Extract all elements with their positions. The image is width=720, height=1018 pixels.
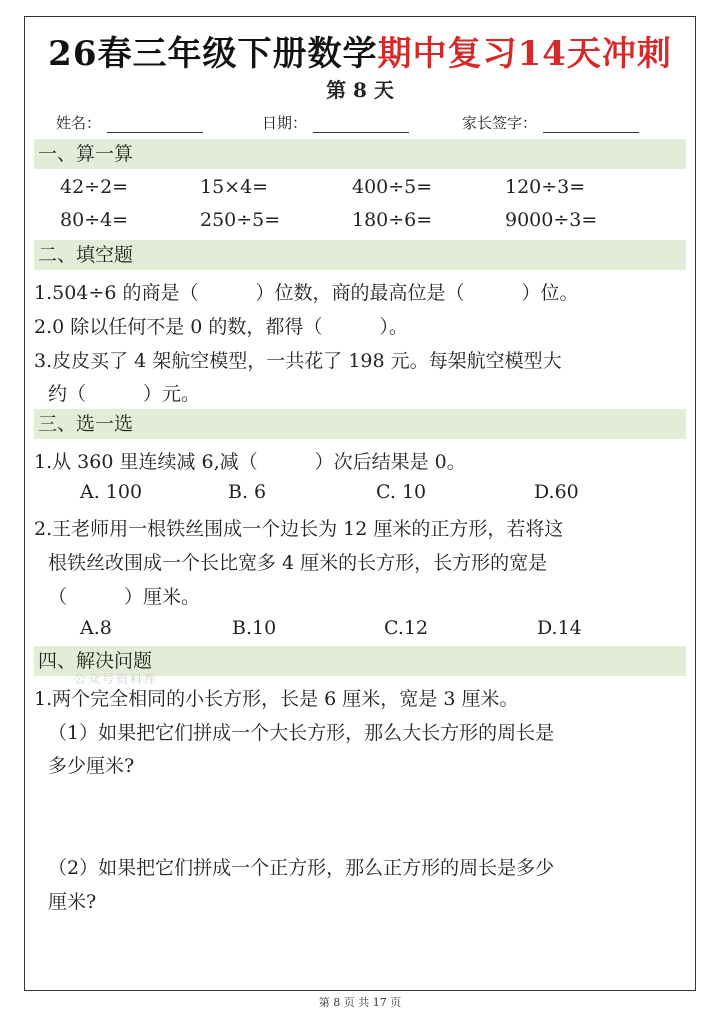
sign-blank[interactable] — [543, 118, 639, 133]
title-grade: 26春三年级下册数学 — [48, 34, 378, 74]
choice-option[interactable]: D.14 — [537, 617, 582, 639]
calc-item: 15×4= — [200, 176, 269, 198]
choice-question-2-cont: （ ）厘米。 — [48, 586, 201, 608]
name-label: 姓名： — [56, 114, 102, 132]
fill-question-3: 3.皮皮买了 4 架航空模型，一共花了 198 元。每架航空模型大 — [34, 350, 562, 372]
date-field[interactable] — [262, 112, 409, 133]
sign-label: 家长签字： — [462, 114, 538, 132]
name-field[interactable] — [56, 112, 203, 133]
name-blank[interactable] — [107, 118, 203, 133]
watermark: 公众号资料库 — [74, 672, 159, 686]
solve-part-1: （1）如果把它们拼成一个大长方形，那么大长方形的周长是 — [48, 722, 555, 744]
solve-part-2: （2）如果把它们拼成一个正方形，那么正方形的周长是多少 — [48, 857, 555, 879]
calc-item: 400÷5= — [352, 176, 433, 198]
choice-option[interactable]: C.12 — [384, 617, 429, 639]
page-footer: 第 8 页 共 17 页 — [318, 996, 402, 1009]
calc-item: 180÷6= — [352, 209, 433, 231]
calc-item: 120÷3= — [505, 176, 586, 198]
choice-option[interactable]: B. 6 — [228, 481, 267, 503]
choice-option[interactable]: B.10 — [232, 617, 277, 639]
sign-field[interactable] — [462, 112, 639, 133]
calc-item: 42÷2= — [60, 176, 129, 198]
date-blank[interactable] — [313, 118, 409, 133]
choice-option[interactable]: A.8 — [80, 617, 112, 639]
date-label: 日期： — [262, 114, 308, 132]
day-label: 第 8 天 — [326, 78, 394, 102]
fill-question-2: 2.0 除以任何不是 0 的数，都得（ ）。 — [34, 316, 408, 338]
solve-part-2-cont: 厘米? — [48, 891, 97, 913]
section-heading-choice: 三、选一选 — [34, 409, 686, 439]
calc-item: 80÷4= — [60, 209, 129, 231]
choice-question-2: 2.王老师用一根铁丝围成一个边长为 12 厘米的正方形，若将这 — [34, 518, 564, 540]
choice-option[interactable]: A. 100 — [80, 481, 143, 503]
solve-question-1: 1.两个完全相同的小长方形，长是 6 厘米，宽是 3 厘米。 — [34, 688, 519, 710]
calc-item: 9000÷3= — [505, 209, 598, 231]
section-heading-calc: 一、算一算 — [34, 139, 686, 169]
fill-question-1: 1.504÷6 的商是（ ）位数，商的最高位是（ ）位。 — [34, 282, 579, 304]
choice-option[interactable]: D.60 — [534, 481, 579, 503]
choice-question-1: 1.从 360 里连续减 6,减（ ）次后结果是 0。 — [34, 451, 466, 473]
section-heading-solve: 四、解决问题 — [34, 646, 686, 676]
section-heading-fill: 二、填空题 — [34, 240, 686, 270]
calc-item: 250÷5= — [200, 209, 281, 231]
fill-question-3-cont: 约（ ）元。 — [48, 383, 201, 405]
title-review: 期中复习14天冲刺 — [377, 34, 672, 74]
choice-question-2-cont: 根铁丝改围成一个长比宽多 4 厘米的长方形，长方形的宽是 — [48, 552, 548, 574]
page-title — [0, 26, 720, 75]
solve-part-1-cont: 多少厘米? — [48, 755, 135, 777]
choice-option[interactable]: C. 10 — [376, 481, 427, 503]
